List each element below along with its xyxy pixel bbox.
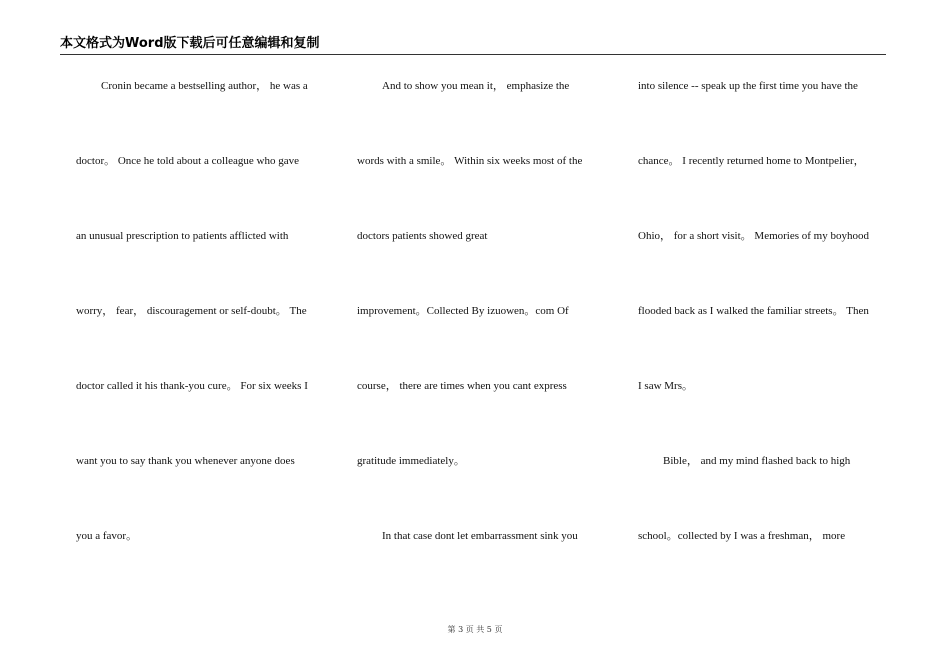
text-line: gratitude immediately。 xyxy=(357,455,465,467)
header-title: 本文格式为Word版下载后可任意编辑和复制 xyxy=(60,36,320,51)
text-line: Cronin became a bestselling author， he was a xyxy=(101,80,308,92)
text-line: words with a smile。 Within six weeks most of the xyxy=(357,155,583,167)
text-line: And to show you mean it， emphasize the xyxy=(382,80,570,92)
text-line: Ohio， for a short visit。 Memories of my boyhood xyxy=(638,230,869,242)
text-line: doctor called it his thank-you cure。 For six weeks I xyxy=(76,380,308,392)
text-line: an unusual prescription to patients afflicted with xyxy=(76,230,289,242)
text-line: Bible， and my mind flashed back to high xyxy=(663,455,851,467)
text-line: worry， fear， discouragement or self-doubt。 The xyxy=(76,305,307,317)
text-line: course， there are times when you cant express xyxy=(357,380,567,392)
text-line: doctor。 Once he told about a colleague who gave xyxy=(76,155,299,167)
text-line: doctors patients showed great xyxy=(357,230,488,242)
text-line: flooded back as I walked the familiar streets。 Then xyxy=(638,305,869,317)
page-header xyxy=(60,36,886,55)
text-line: you a favor。 xyxy=(76,530,138,542)
page-number: 第 3 页 共 5 页 xyxy=(447,625,503,634)
text-line: improvement。Collected By izuowen。com Of xyxy=(357,305,569,317)
text-line: chance。 I recently returned home to Montpelier， xyxy=(638,155,865,167)
text-line: want you to say thank you whenever anyone does xyxy=(76,455,295,467)
text-line: into silence -- speak up the first time you have the xyxy=(638,80,858,92)
text-line: In that case dont let embarrassment sink you xyxy=(382,530,578,542)
text-line: I saw Mrs。 xyxy=(638,380,693,392)
text-line: school。collected by I was a freshman， more xyxy=(638,530,846,542)
